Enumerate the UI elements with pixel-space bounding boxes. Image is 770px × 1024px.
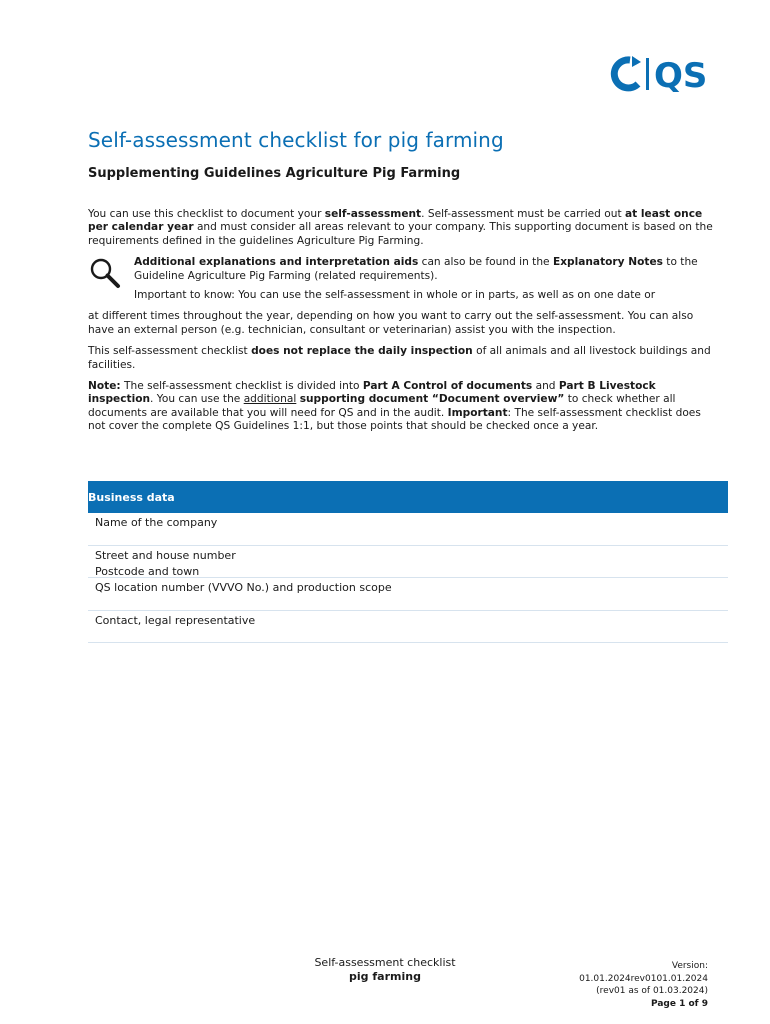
footer-title bbox=[260, 956, 510, 984]
page-number: Page 1 of 9 bbox=[651, 998, 708, 1009]
footer-line1: Self-assessment checklist bbox=[314, 956, 456, 969]
version-value: 01.01.2024rev0101.01.2024 bbox=[579, 973, 708, 984]
qs-location-label: QS location number (VVVO No.) and production scope bbox=[95, 581, 392, 594]
page-subtitle: Supplementing Guidelines Agriculture Pig Farming bbox=[88, 166, 461, 181]
important-first-line: Important to know: You can use the self-assessment in whole or in parts, as well as on one date or bbox=[134, 289, 656, 302]
company-name-label: Name of the company bbox=[95, 516, 218, 529]
explanatory-notes-paragraph: Additional explanations and interpretation aids can also be found in the Explanatory Notes to the Guideline Agriculture Pig Farming (related requirements). bbox=[88, 256, 716, 283]
note-paragraph: Note: The self-assessment checklist is divided into Part A Control of documents and Part B Livestock inspection. You can use the additional supporting document “Document overview” to check whether all documents are available that you will need for QS and in the audit. Important: The self-assessment checklist does not cover the complete QS Guidelines 1:1, but those points that should be checked once a year. bbox=[88, 380, 701, 433]
postcode-label: Postcode and town bbox=[95, 564, 200, 578]
table-row[interactable] bbox=[88, 611, 728, 644]
page-title: Self-assessment checklist for pig farming bbox=[88, 128, 504, 152]
table-row[interactable] bbox=[88, 546, 728, 579]
street-label: Street and house number bbox=[95, 548, 236, 562]
revision-value: (rev01 as of 01.03.2024) bbox=[596, 986, 708, 996]
table-row[interactable] bbox=[88, 578, 728, 611]
important-rest: at different times throughout the year, depending on how you want to carry out the self-assessment. You can also have an external person (e.g. technician, consultant or veterinarian) assist you with the inspection. bbox=[88, 310, 694, 336]
daily-inspection-paragraph: This self-assessment checklist does not replace the daily inspection of all animals and all livestock buildings and facilities. bbox=[88, 345, 711, 371]
magnifier-icon bbox=[88, 256, 122, 290]
logo-text: QS bbox=[654, 56, 708, 94]
contact-label: Contact, legal representative bbox=[95, 613, 256, 627]
footer-version bbox=[579, 960, 708, 1010]
intro-paragraph: You can use this checklist to document your self-assessment. Self-assessment must be carried out at least once per calendar year and must consider all areas relevant to your company. This supporting document is based on the requirements defined in the guidelines Agriculture Pig Farming. bbox=[88, 208, 713, 247]
business-data-table bbox=[88, 481, 728, 643]
qs-logo-graphic bbox=[608, 54, 718, 94]
footer-line2: pig farming bbox=[349, 970, 421, 983]
version-label: Version: bbox=[671, 961, 708, 971]
table-row[interactable] bbox=[88, 513, 728, 546]
business-data-header: Business data bbox=[88, 481, 728, 513]
qs-logo bbox=[608, 54, 718, 94]
document-body bbox=[88, 208, 716, 442]
